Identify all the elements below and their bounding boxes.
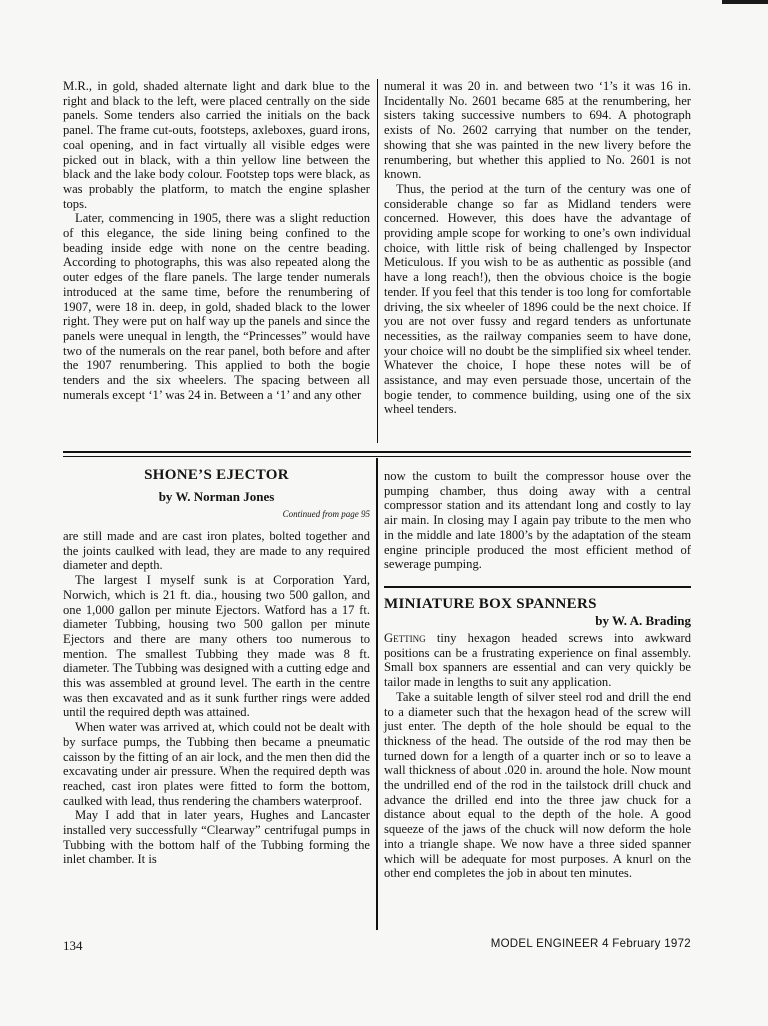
shone-article-title: SHONE’S EJECTOR <box>144 467 289 483</box>
shone-article-byline: by W. Norman Jones <box>158 489 275 504</box>
article-paragraph: Later, commencing in 1905, there was a slight reduction of this elegance, the side lining being confined to the beading inside edge with none on the centre beading. According to photographs, this was also repeated along the outer edges of the flare panels. The large tender numerals introduced at the same time, before the renumbering of 1907, were 18 in. deep, in gold, shaded black to the lower right. They were put on half way up the panels and since the panels were unequal in length, the “Princesses” would have two of the numerals on the rear panel, both before and after the 1907 renumbering. This applied to both the bogie tenders and the six wheelers. The spacing between all numerals except ‘1’ was 24 in. Between a ‘1’ and any other <box>63 211 370 402</box>
box-spanners-body <box>384 631 691 881</box>
article-paragraph <box>384 631 691 690</box>
article-separator <box>384 586 691 588</box>
shone-article-body <box>63 529 370 867</box>
article-paragraph: now the custom to built the compressor house over the pumping chamber, thus doing away with a central compressor station and its attendant long and costly to lay air main. In closing may I again pay tribute to the men who in the middle and late 1800’s by the adaptation of the steam engine principle produced the most efficient method of sewerage pumping. <box>384 469 691 572</box>
tender-article-right-column <box>384 79 691 417</box>
tender-article-left-column <box>63 79 370 402</box>
lead-word: Getting <box>384 631 426 645</box>
shone-article-continuation <box>384 469 691 572</box>
scan-edge-mark <box>722 0 768 4</box>
box-spanners-title: MINIATURE BOX SPANNERS <box>384 596 597 612</box>
article-paragraph: When water was arrived at, which could not be dealt with by surface pumps, the Tubbing then became a pneumatic caisson by the fitting of an air lock, and the men then did the excavating under air pressure. When the required depth was reached, cast iron plates were fitted to form the bottom, caulked with lead, thus rendering the chambers waterproof. <box>63 720 370 808</box>
box-spanners-header <box>384 596 691 629</box>
magazine-dateline: MODEL ENGINEER 4 February 1972 <box>490 938 691 950</box>
section-separator-thick <box>63 451 691 453</box>
article-paragraph: May I add that in later years, Hughes and Lancaster installed very successfully “Clearway” centrifugal pumps in Tubbing with the bottom half of the Tubbing forming the inlet chamber. It is <box>63 808 370 867</box>
shone-article-header <box>63 467 370 523</box>
section-separator-thin <box>63 456 691 457</box>
box-spanners-byline: by W. A. Brading <box>595 613 691 628</box>
article-paragraph: M.R., in gold, shaded alternate light and dark blue to the right and black to the left, were placed centrally on the side panels. Some tenders also carried the initials on the back panel. The frame cut-outs, footsteps, axleboxes, guard irons, coal opening, and in fact virtually all visible edges were picked out in black, with a thin yellow line between the black and the lake body colour. Footstep tops were black, as was probably the platform, to match the engine splasher tops. <box>63 79 370 211</box>
column-divider-top <box>377 79 378 443</box>
paragraph-text: tiny hexagon headed screws into awkward positions can be a frustrating experience on final assembly. Small box spanners are essential and can very quickly be tailor made in lengths to suit any application. <box>384 631 691 690</box>
article-paragraph: Take a suitable length of silver steel rod and drill the end to a diameter such that the hexagon head of the screw will just enter. The depth of the hole should be equal to the thickness of the head. The outside of the rod may then be turned down for a length of a quarter inch or so to leave a wall thickness of about .020 in. around the hole. Now mount the undrilled end of the rod in the tailstock drill chuck and advance the drilled end into the three jaw chuck for a distance about equal to the depth of the hole. A good squeeze of the jaws of the chuck will now deform the hole into a triangle shape. We now have a three sided spanner which will be adequate for most purposes. A knurl on the other end completes the job in about ten minutes. <box>384 689 691 881</box>
article-paragraph: Thus, the period at the turn of the century was one of considerable change so far as Midland tenders were concerned. However, this does have the advantage of providing ample scope for working to one’s own individual choice, with little risk of being challenged by Inspector Meticulous. If you wish to be as authentic as possible (and have a long reach!), then the obvious choice is the bogie tender. If you feel that this tender is too long for comfortable driving, the six wheeler of 1896 could be the next choice. If you are not over fussy and regard tenders as unfortunate necessities, as the railway companies seem to have done, your choice will no doubt be the simplified six wheel tender. Whatever the choice, I hope these notes will be of assistance, and may even persuade those, uncertain of the bogie tender, to commence building, using one of the six wheel tenders. <box>384 181 691 417</box>
article-paragraph: numeral it was 20 in. and between two ‘1’s it was 16 in. Incidentally No. 2601 became 685 at the renumbering, her sisters taking successive numbers to 694. A photograph exists of No. 2602 carrying that number on the tender, showing that she was painted in the new livery before the renumbering, but whether this applied to No. 2601 is not known. <box>384 79 691 182</box>
column-divider-bottom <box>376 458 378 930</box>
continued-from-note: Continued from page 95 <box>282 509 370 519</box>
page-number: 134 <box>63 938 83 953</box>
article-paragraph: The largest I myself sunk is at Corporation Yard, Norwich, which is 21 ft. dia., housing two 500 gallon, and one 1,000 gallon per minute Ejectors. Watford has a 17 ft. diameter Tubbing, housing two 500 gallon per minute Ejectors and there are many others too numerous to mention. The smallest Tubbing they made was 8 ft. diameter. The Tubbing was designed with a cutting edge and this was assembled at ground level. The earth in the centre was then excavated and as it sunk further rings were added until the required depth was attained. <box>63 573 370 720</box>
article-paragraph: are still made and are cast iron plates, bolted together and the joints caulked with lead, they are made to any required diameter and depth. <box>63 529 370 573</box>
